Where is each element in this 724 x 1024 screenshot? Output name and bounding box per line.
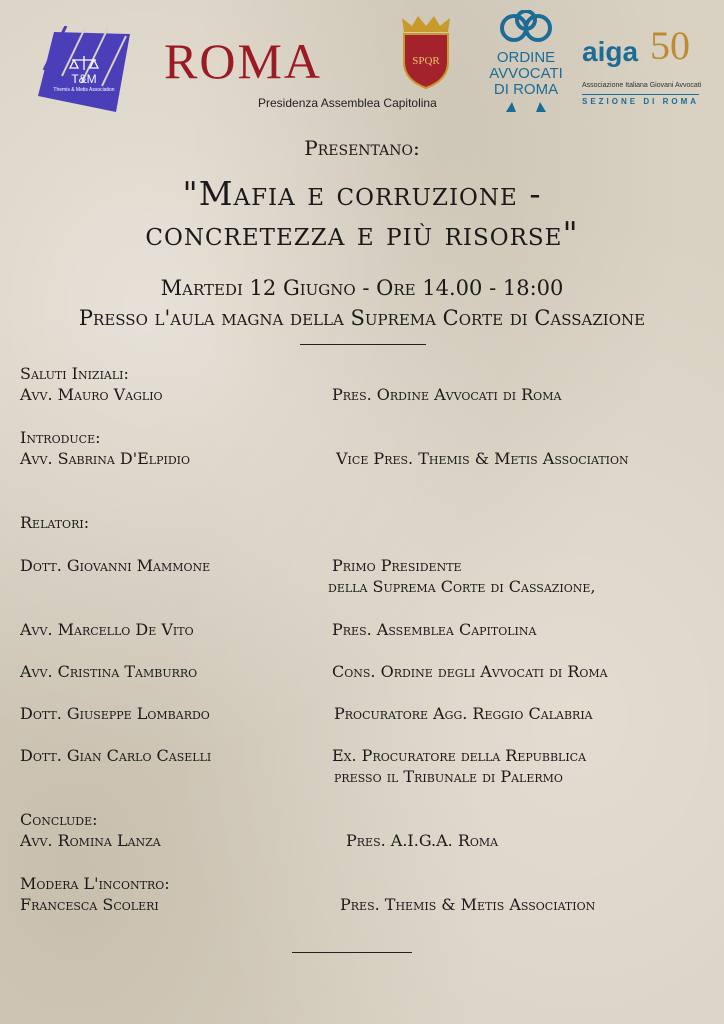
spqr-shield-icon <box>396 14 456 90</box>
relatore-name: Dott. Giovanni Mammone <box>20 556 211 575</box>
ordine-avvocati-logo <box>476 10 576 114</box>
modera-role: Pres. Themis & Metis Association <box>340 895 596 914</box>
event-title-line2: concretezza e più risorse" <box>145 214 579 253</box>
themis-metis-logo <box>36 26 132 114</box>
aiga-section: SEZIONE DI ROMA <box>582 94 699 106</box>
relatore-role: Ex. Procuratore della Repubblica <box>332 746 587 765</box>
modera-name: Francesca Scoleri <box>20 895 159 914</box>
event-date: Martedi 12 Giugno - Ore 14.00 - 18:00 <box>160 276 564 300</box>
aiga-wordmark: aiga <box>582 36 639 67</box>
introduce-name: Avv. Sabrina D'Elpidio <box>20 449 191 468</box>
relatore-name: Dott. Gian Carlo Caselli <box>20 746 212 765</box>
relatore-role: Primo Presidente <box>332 556 462 575</box>
footer-divider <box>292 952 412 953</box>
tm-initials: T&M <box>71 72 97 86</box>
introduce-label: Introduce: <box>20 428 101 447</box>
aiga-full-name: Associazione Italiana Giovani Avvocati <box>582 82 702 89</box>
saluti-role: Pres. Ordine Avvocati di Roma <box>332 385 562 404</box>
relatore-role: Pres. Assemblea Capitolina <box>332 620 537 639</box>
relatore-role: Cons. Ordine degli Avvocati di Roma <box>332 662 608 681</box>
spqr-text: SPQR <box>412 55 440 67</box>
conclude-role: Pres. A.I.G.A. Roma <box>346 831 499 850</box>
introduce-role: Vice Pres. Themis & Metis Association <box>336 449 629 468</box>
saluti-label: Saluti Iniziali: <box>20 364 129 383</box>
ordine-knot-icon <box>476 10 576 50</box>
relatore-role-line2: presso il Tribunale di Palermo <box>334 767 563 786</box>
conclude-name: Avv. Romina Lanza <box>20 831 161 850</box>
conclude-label: Conclude: <box>20 810 98 829</box>
roma-wordmark: ROMA <box>164 33 323 89</box>
tm-subtitle: Themis & Metis Association <box>53 87 115 93</box>
ordine-line1: ORDINE <box>496 49 556 66</box>
spqr-shield-logo <box>396 14 456 90</box>
header-divider <box>300 344 426 345</box>
relatore-name: Avv. Cristina Tamburro <box>20 662 198 681</box>
event-title-line1: "Mafia e corruzione - <box>182 174 542 213</box>
roma-subtitle: Presidenza Assemblea Capitolina <box>258 96 437 110</box>
saluti-name: Avv. Mauro Vaglio <box>20 385 163 404</box>
presentano-heading: Presentano: <box>304 136 420 160</box>
ordine-line3: DI ROMA <box>493 81 559 98</box>
relatore-name: Dott. Giuseppe Lombardo <box>20 704 210 723</box>
relatori-label: Relatori: <box>20 513 90 532</box>
relatore-name: Avv. Marcello De Vito <box>20 620 194 639</box>
aiga-logo <box>582 22 712 112</box>
event-place: Presso l'aula magna della Suprema Corte di Cassazione <box>78 306 646 330</box>
modera-label: Modera L'incontro: <box>20 874 170 893</box>
ordine-base-icon <box>476 100 576 112</box>
ordine-line2: AVVOCATI <box>489 65 563 82</box>
relatore-role: Procuratore Agg. Reggio Calabria <box>334 704 593 723</box>
relatore-role-line2: della Suprema Corte di Cassazione, <box>328 577 596 596</box>
themis-metis-logo-icon <box>36 26 132 114</box>
aiga-anniversary: 50 <box>650 23 690 68</box>
